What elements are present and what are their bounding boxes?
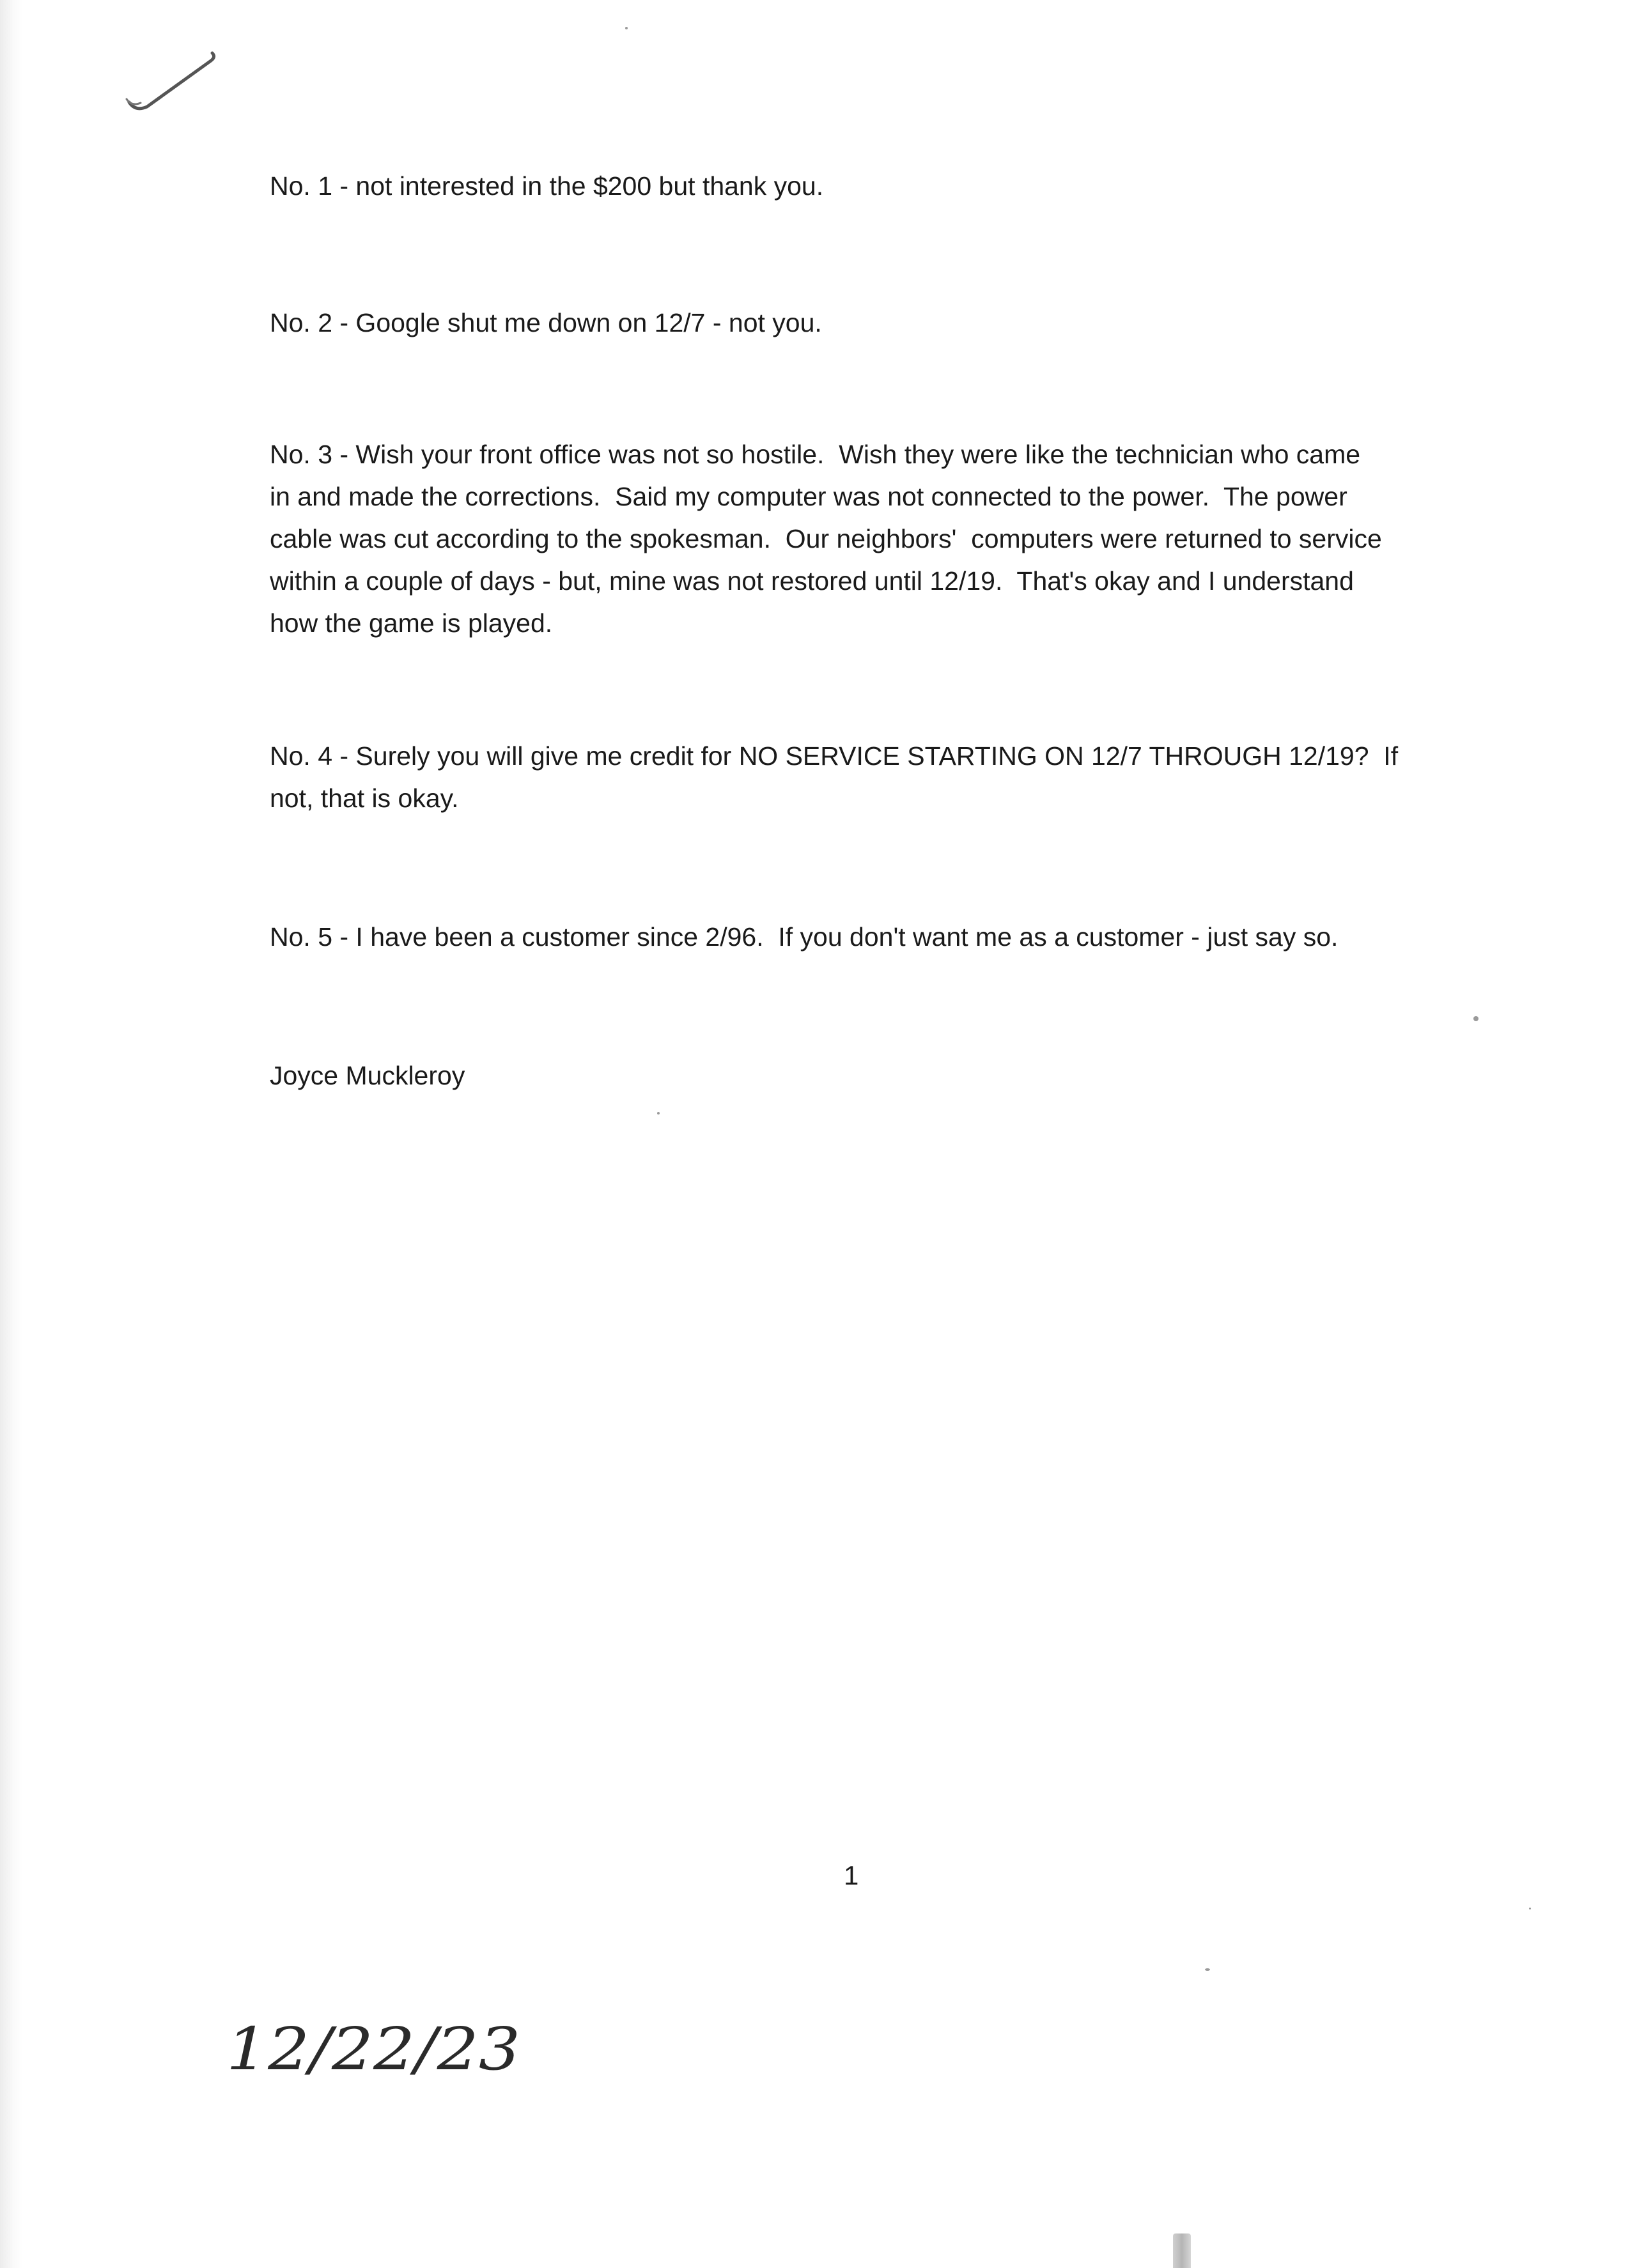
scan-speck: [625, 27, 628, 29]
page-number: 1: [844, 1860, 859, 1890]
paragraph-item-3: No. 3 - Wish your front office was not so hostile. Wish they were like the technician who came in and made the corrections. Said my computer was not connected to the power. The power cable was cut according to the spokesman. Our neighbors' computers were returned to service within a couple of days - but, mine was not restored until 12/19. That's okay and I understand how the game is played.: [270, 440, 1382, 638]
scan-speck: [1205, 1968, 1210, 1971]
handwritten-date: [224, 2013, 531, 2083]
handwritten-date-text: 12/22/23: [226, 2015, 520, 2083]
staple-mark-icon: [121, 48, 224, 125]
paragraph-item-4: No. 4 - Surely you will give me credit for NO SERVICE STARTING ON 12/7 THROUGH 12/19? If not, that is okay.: [270, 741, 1399, 813]
signature-name: Joyce Muckleroy: [270, 1061, 465, 1090]
paragraph-item-1: No. 1 - not interested in the $200 but thank you.: [270, 171, 824, 201]
scan-edge-shadow: [0, 0, 23, 2268]
scan-speck: [1473, 1016, 1479, 1021]
scan-speck: [657, 1112, 660, 1115]
scan-edge-mark: [1173, 2233, 1191, 2268]
paragraph-item-2: No. 2 - Google shut me down on 12/7 - not you.: [270, 308, 822, 337]
paragraph-item-5: No. 5 - I have been a customer since 2/96. If you don't want me as a customer - just say so.: [270, 922, 1339, 952]
scan-speck: [1529, 1908, 1531, 1909]
